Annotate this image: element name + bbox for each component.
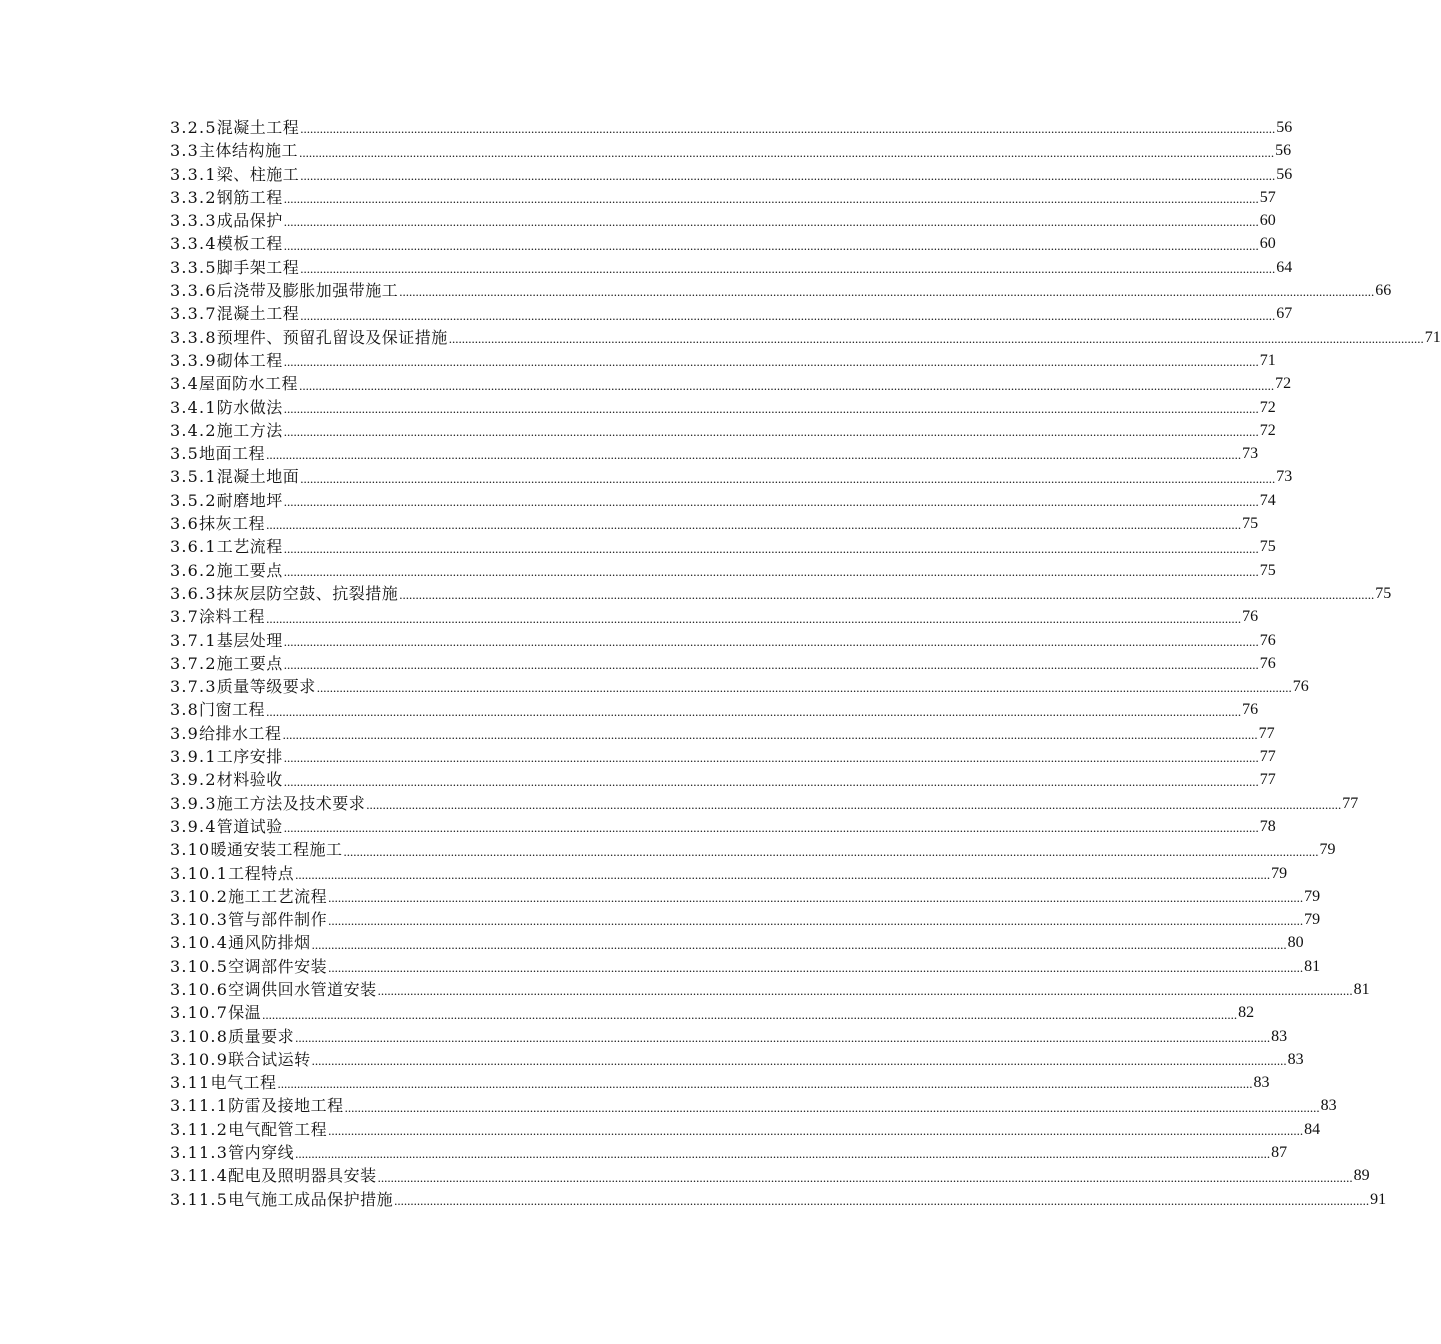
toc-dot-leader: ............................................................................................................................................................................................................................................................................................................: [399, 284, 1375, 300]
toc-entry[interactable]: [150, 931, 1304, 954]
toc-entry-page-number: 76: [1242, 608, 1259, 626]
toc-entry[interactable]: [150, 232, 1276, 255]
toc-dot-leader: ............................................................................................................................................................................................................................................................................................................: [344, 1099, 1320, 1115]
toc-entry-page-number: 64: [1276, 258, 1293, 276]
toc-dot-leader: ............................................................................................................................................................................................................................................................................................................: [299, 144, 1275, 160]
toc-entry-number: 3.9.3: [170, 793, 217, 813]
toc-dot-leader: ............................................................................................................................................................................................................................................................................................................: [266, 447, 1242, 463]
toc-entry-page-number: 80: [1287, 934, 1304, 952]
toc-entry-title: 给排水工程: [199, 723, 282, 743]
toc-entry-number: 3.7: [170, 607, 200, 627]
toc-entry-page-number: 84: [1304, 1120, 1321, 1138]
toc-entry-number: 3.7.3: [170, 677, 217, 697]
toc-entry-page-number: 75: [1259, 561, 1276, 579]
toc-entry[interactable]: [150, 1141, 1288, 1164]
toc-entry-number: 3.7.1: [170, 630, 217, 650]
toc-entry-number: 3.5.1: [170, 467, 217, 487]
toc-entry-number: 3.10.6: [170, 979, 229, 999]
toc-entry-number: 3.2.5: [170, 118, 217, 137]
toc-entry-page-number: 72: [1259, 421, 1276, 439]
toc-entry-number: 3.9.1: [170, 747, 217, 767]
toc-entry[interactable]: [150, 698, 1259, 721]
toc-entry-page-number: 71: [1259, 351, 1276, 369]
toc-entry-number: 3.10.4: [170, 933, 229, 953]
toc-entry-title: 抹灰工程: [199, 514, 266, 534]
toc-dot-leader: ............................................................................................................................................................................................................................................................................................................: [300, 121, 1276, 137]
toc-entry-number: 3.5: [170, 444, 200, 464]
toc-entry-page-number: 67: [1276, 305, 1293, 323]
toc-entry-number: 3.9: [170, 723, 200, 743]
toc-entry[interactable]: [150, 489, 1276, 512]
toc-entry[interactable]: [150, 815, 1276, 838]
toc-entry-page-number: 75: [1242, 515, 1259, 533]
toc-entry-page-number: 83: [1271, 1027, 1288, 1045]
toc-entry-title: 工艺流程: [216, 537, 283, 557]
toc-entry-title: 暖通安装工程施工: [210, 840, 343, 860]
toc-entry-number: 3.3.6: [170, 281, 217, 301]
toc-entry-title: 防水做法: [216, 397, 283, 417]
toc-entry-page-number: 75: [1259, 538, 1276, 556]
toc-entry[interactable]: [150, 955, 1321, 978]
toc-entry-title: 预埋件、预留孔留设及保证措施: [216, 327, 448, 347]
toc-entry-page-number: 77: [1258, 724, 1275, 742]
toc-entry-number: 3.3.5: [170, 257, 217, 277]
toc-entry-title: 施工要点: [216, 653, 283, 673]
toc-entry-page-number: 79: [1304, 887, 1321, 905]
toc-entry-page-number: 77: [1259, 771, 1276, 789]
toc-entry-page-number: 83: [1253, 1074, 1270, 1092]
toc-entry-number: 3.4: [170, 374, 200, 394]
toc-dot-leader: ............................................................................................................................................................................................................................................................................................................: [283, 400, 1259, 416]
toc-entry[interactable]: [150, 186, 1276, 209]
toc-entry-number: 3.10.9: [170, 1049, 229, 1069]
toc-entry-title: 后浇带及膨胀加强带施工: [216, 281, 399, 301]
toc-dot-leader: ............................................................................................................................................................................................................................................................................................................: [448, 330, 1424, 346]
toc-dot-leader: ............................................................................................................................................................................................................................................................................................................: [262, 1006, 1238, 1022]
toc-entry[interactable]: [150, 1001, 1255, 1024]
toc-entry-page-number: 78: [1259, 817, 1276, 835]
toc-entry-number: 3.10.1: [170, 863, 229, 883]
toc-dot-leader: ............................................................................................................................................................................................................................................................................................................: [283, 563, 1259, 579]
toc-entry-number: 3.11.5: [170, 1189, 229, 1209]
toc-entry[interactable]: [150, 838, 1336, 861]
toc-entry-title: 工程特点: [228, 863, 295, 883]
toc-entry-page-number: 83: [1320, 1097, 1337, 1115]
toc-entry[interactable]: [150, 1188, 1387, 1211]
toc-entry-number: 3.10: [170, 840, 211, 860]
toc-entry-title: 耐磨地坪: [216, 490, 283, 510]
toc-entry-title: 基层处理: [216, 630, 283, 650]
toc-entry-title: 质量等级要求: [216, 677, 316, 697]
toc-entry-page-number: 77: [1342, 794, 1359, 812]
toc-entry-page-number: 82: [1238, 1004, 1255, 1022]
toc-entry-title: 混凝土工程: [216, 118, 300, 137]
toc-entry-page-number: 72: [1259, 398, 1276, 416]
toc-entry[interactable]: [150, 1025, 1288, 1048]
toc-entry-page-number: 74: [1259, 491, 1276, 509]
toc-entry-number: 3.11.3: [170, 1143, 229, 1163]
toc-entry-number: 3.9.4: [170, 816, 217, 836]
toc-dot-leader: ............................................................................................................................................................................................................................................................................................................: [295, 866, 1271, 882]
toc-entry-title: 防雷及接地工程: [228, 1096, 344, 1116]
toc-dot-leader: ............................................................................................................................................................................................................................................................................................................: [299, 377, 1275, 393]
toc-entry-title: 施工方法: [216, 420, 283, 440]
toc-dot-leader: ............................................................................................................................................................................................................................................................................................................: [300, 470, 1276, 486]
toc-entry[interactable]: [150, 605, 1259, 628]
toc-entry-page-number: 76: [1242, 701, 1259, 719]
toc-dot-leader: ............................................................................................................................................................................................................................................................................................................: [283, 191, 1259, 207]
toc-dot-leader: ............................................................................................................................................................................................................................................................................................................: [328, 959, 1304, 975]
toc-entry-page-number: 76: [1259, 631, 1276, 649]
toc-entry-title: 施工工艺流程: [228, 886, 328, 906]
toc-entry-page-number: 56: [1275, 142, 1292, 160]
toc-entry[interactable]: [150, 745, 1276, 768]
toc-entry-page-number: 72: [1275, 375, 1292, 393]
toc-dot-leader: ............................................................................................................................................................................................................................................................................................................: [266, 703, 1242, 719]
toc-entry[interactable]: [150, 465, 1293, 488]
toc-entry[interactable]: [150, 908, 1321, 931]
toc-entry-page-number: 81: [1304, 957, 1321, 975]
toc-dot-leader: ............................................................................................................................................................................................................................................................................................................: [300, 307, 1276, 323]
toc-entry-number: 3.6: [170, 514, 200, 534]
toc-entry[interactable]: [150, 372, 1292, 395]
toc-dot-leader: ............................................................................................................................................................................................................................................................................................................: [277, 1076, 1253, 1092]
toc-dot-leader: ............................................................................................................................................................................................................................................................................................................: [266, 610, 1242, 626]
toc-dot-leader: ............................................................................................................................................................................................................................................................................................................: [394, 1192, 1370, 1208]
toc-entry-title: 脚手架工程: [216, 257, 300, 277]
toc-entry-number: 3.3.1: [170, 164, 217, 184]
toc-entry[interactable]: [150, 535, 1276, 558]
toc-dot-leader: ............................................................................................................................................................................................................................................................................................................: [283, 540, 1259, 556]
toc-entry-number: 3.10.2: [170, 886, 229, 906]
toc-entry-page-number: 60: [1259, 235, 1276, 253]
toc-entry[interactable]: [150, 792, 1359, 815]
toc-entry-number: 3.7.2: [170, 653, 217, 673]
toc-entry-number: 3.6.3: [170, 583, 217, 603]
toc-entry-title: 工序安排: [216, 747, 283, 767]
toc-entry-title: 抹灰层防空鼓、抗裂措施: [216, 583, 399, 603]
toc-dot-leader: ............................................................................................................................................................................................................................................................................................................: [328, 913, 1304, 929]
toc-entry-title: 空调供回水管道安装: [228, 979, 377, 999]
toc-entry-title: 电气施工成品保护措施: [228, 1189, 394, 1209]
toc-dot-leader: ............................................................................................................................................................................................................................................................................................................: [366, 796, 1342, 812]
toc-dot-leader: ............................................................................................................................................................................................................................................................................................................: [283, 424, 1259, 440]
table-of-contents: [150, 116, 1441, 1211]
toc-entry[interactable]: [150, 582, 1392, 605]
toc-entry-title: 电气工程: [210, 1073, 277, 1093]
toc-entry[interactable]: [150, 419, 1276, 442]
toc-entry-number: 3.3: [170, 141, 200, 161]
toc-entry-number: 3.3.7: [170, 304, 217, 324]
toc-entry-number: 3.4.2: [170, 420, 217, 440]
toc-entry[interactable]: [150, 862, 1288, 885]
toc-dot-leader: ............................................................................................................................................................................................................................................................................................................: [300, 167, 1276, 183]
toc-entry-title: 保温: [228, 1003, 262, 1023]
toc-dot-leader: ............................................................................................................................................................................................................................................................................................................: [283, 237, 1259, 253]
toc-entry-title: 施工要点: [216, 560, 283, 580]
toc-entry[interactable]: [150, 1071, 1270, 1094]
toc-entry[interactable]: [150, 256, 1293, 279]
toc-dot-leader: ............................................................................................................................................................................................................................................................................................................: [343, 843, 1319, 859]
toc-entry-title: 地面工程: [199, 444, 266, 464]
toc-entry-number: 3.5.2: [170, 490, 217, 510]
toc-entry[interactable]: [150, 326, 1441, 349]
toc-entry-number: 3.9.2: [170, 770, 217, 790]
toc-entry[interactable]: [150, 349, 1276, 372]
toc-dot-leader: ............................................................................................................................................................................................................................................................................................................: [283, 494, 1259, 510]
toc-entry[interactable]: [150, 302, 1293, 325]
toc-dot-leader: ............................................................................................................................................................................................................................................................................................................: [295, 1146, 1271, 1162]
toc-entry-page-number: 73: [1276, 468, 1293, 486]
toc-dot-leader: ............................................................................................................................................................................................................................................................................................................: [377, 983, 1353, 999]
toc-entry-title: 门窗工程: [199, 700, 266, 720]
toc-dot-leader: ............................................................................................................................................................................................................................................................................................................: [399, 587, 1375, 603]
toc-dot-leader: ............................................................................................................................................................................................................................................................................................................: [328, 1123, 1304, 1139]
toc-entry-page-number: 76: [1259, 654, 1276, 672]
toc-entry-title: 空调部件安装: [228, 956, 328, 976]
toc-entry-page-number: 76: [1292, 678, 1309, 696]
toc-entry[interactable]: [150, 1164, 1370, 1187]
toc-dot-leader: ............................................................................................................................................................................................................................................................................................................: [328, 890, 1304, 906]
toc-entry-number: 3.6.2: [170, 560, 217, 580]
toc-entry-title: 配电及照明器具安装: [228, 1166, 377, 1186]
toc-entry-page-number: 79: [1304, 911, 1321, 929]
toc-entry-page-number: 56: [1276, 119, 1293, 136]
toc-entry-page-number: 73: [1242, 445, 1259, 463]
toc-entry-page-number: 66: [1375, 282, 1392, 300]
toc-entry-page-number: 81: [1353, 980, 1370, 998]
toc-entry-number: 3.3.9: [170, 350, 217, 370]
toc-entry[interactable]: [150, 116, 1293, 139]
toc-entry-number: 3.11: [170, 1073, 211, 1093]
toc-entry-title: 质量要求: [228, 1026, 295, 1046]
toc-entry-page-number: 87: [1271, 1144, 1288, 1162]
toc-dot-leader: ............................................................................................................................................................................................................................................................................................................: [266, 517, 1242, 533]
toc-entry[interactable]: [150, 279, 1392, 302]
toc-entry-page-number: 77: [1259, 748, 1276, 766]
toc-entry-title: 屋面防水工程: [199, 374, 299, 394]
toc-entry[interactable]: [150, 1118, 1321, 1141]
toc-entry[interactable]: [150, 629, 1276, 652]
toc-entry[interactable]: [150, 675, 1309, 698]
toc-entry[interactable]: [150, 1048, 1304, 1071]
toc-entry-number: 3.10.3: [170, 910, 229, 930]
toc-entry[interactable]: [150, 768, 1276, 791]
toc-dot-leader: ............................................................................................................................................................................................................................................................................................................: [311, 1053, 1287, 1069]
toc-entry-number: 3.10.5: [170, 956, 229, 976]
toc-entry[interactable]: [150, 652, 1276, 675]
toc-entry-page-number: 79: [1319, 841, 1336, 859]
toc-entry-title: 涂料工程: [199, 607, 266, 627]
toc-dot-leader: ............................................................................................................................................................................................................................................................................................................: [377, 1169, 1353, 1185]
toc-entry-page-number: 79: [1271, 864, 1288, 882]
toc-entry-number: 3.3.2: [170, 187, 217, 207]
toc-entry[interactable]: [150, 139, 1292, 162]
toc-dot-leader: ............................................................................................................................................................................................................................................................................................................: [316, 680, 1292, 696]
toc-entry-number: 3.4.1: [170, 397, 217, 417]
toc-entry-number: 3.3.8: [170, 327, 217, 347]
toc-entry-page-number: 75: [1375, 584, 1392, 602]
toc-dot-leader: ............................................................................................................................................................................................................................................................................................................: [283, 354, 1259, 370]
toc-entry-title: 混凝土工程: [216, 304, 300, 324]
toc-entry-page-number: 89: [1353, 1167, 1370, 1185]
toc-entry-title: 混凝土地面: [216, 467, 300, 487]
toc-entry-title: 梁、柱施工: [216, 164, 300, 184]
toc-dot-leader: ............................................................................................................................................................................................................................................................................................................: [283, 750, 1259, 766]
toc-entry-number: 3.8: [170, 700, 200, 720]
toc-dot-leader: ............................................................................................................................................................................................................................................................................................................: [283, 820, 1259, 836]
toc-entry-number: 3.10.7: [170, 1003, 229, 1023]
toc-entry[interactable]: [150, 442, 1259, 465]
toc-entry-number: 3.3.4: [170, 234, 217, 254]
toc-entry-title: 管内穿线: [228, 1143, 295, 1163]
toc-dot-leader: ............................................................................................................................................................................................................................................................................................................: [283, 633, 1259, 649]
toc-entry-title: 管与部件制作: [228, 910, 328, 930]
toc-entry-page-number: 57: [1259, 188, 1276, 206]
toc-entry-title: 管道试验: [216, 816, 283, 836]
toc-entry-page-number: 60: [1259, 212, 1276, 230]
toc-entry[interactable]: [150, 885, 1321, 908]
toc-entry-title: 材料验收: [216, 770, 283, 790]
toc-entry-page-number: 91: [1370, 1190, 1387, 1208]
toc-entry-number: 3.6.1: [170, 537, 217, 557]
toc-dot-leader: ............................................................................................................................................................................................................................................................................................................: [283, 214, 1259, 230]
toc-entry-number: 3.10.8: [170, 1026, 229, 1046]
toc-entry-page-number: 71: [1424, 328, 1441, 346]
toc-entry-number: 3.11.1: [170, 1096, 229, 1116]
toc-entry[interactable]: [150, 209, 1276, 232]
toc-entry[interactable]: [150, 978, 1370, 1001]
toc-dot-leader: ............................................................................................................................................................................................................................................................................................................: [283, 657, 1259, 673]
toc-entry-title: 钢筋工程: [216, 187, 283, 207]
toc-entry[interactable]: [150, 1094, 1337, 1117]
toc-entry-title: 通风防排烟: [228, 933, 311, 953]
toc-entry-number: 3.11.4: [170, 1166, 229, 1186]
toc-entry-title: 砌体工程: [216, 350, 283, 370]
toc-entry-page-number: 56: [1276, 165, 1293, 183]
toc-entry[interactable]: [150, 163, 1293, 186]
toc-dot-leader: ............................................................................................................................................................................................................................................................................................................: [311, 936, 1287, 952]
toc-dot-leader: ............................................................................................................................................................................................................................................................................................................: [283, 773, 1259, 789]
toc-entry[interactable]: [150, 722, 1275, 745]
toc-entry[interactable]: [150, 559, 1276, 582]
toc-dot-leader: ............................................................................................................................................................................................................................................................................................................: [300, 261, 1276, 277]
toc-entry-title: 模板工程: [216, 234, 283, 254]
toc-entry[interactable]: [150, 396, 1276, 419]
toc-entry-title: 主体结构施工: [199, 141, 299, 161]
toc-entry-title: 联合试运转: [228, 1049, 311, 1069]
toc-entry[interactable]: [150, 512, 1259, 535]
toc-entry-title: 成品保护: [216, 211, 283, 231]
toc-entry-number: 3.3.3: [170, 211, 217, 231]
toc-entry-title: 施工方法及技术要求: [216, 793, 366, 813]
toc-dot-leader: ............................................................................................................................................................................................................................................................................................................: [295, 1029, 1271, 1045]
toc-entry-page-number: 83: [1287, 1050, 1304, 1068]
toc-entry-number: 3.11.2: [170, 1119, 229, 1139]
toc-dot-leader: ............................................................................................................................................................................................................................................................................................................: [282, 727, 1258, 743]
toc-entry-title: 电气配管工程: [228, 1119, 328, 1139]
